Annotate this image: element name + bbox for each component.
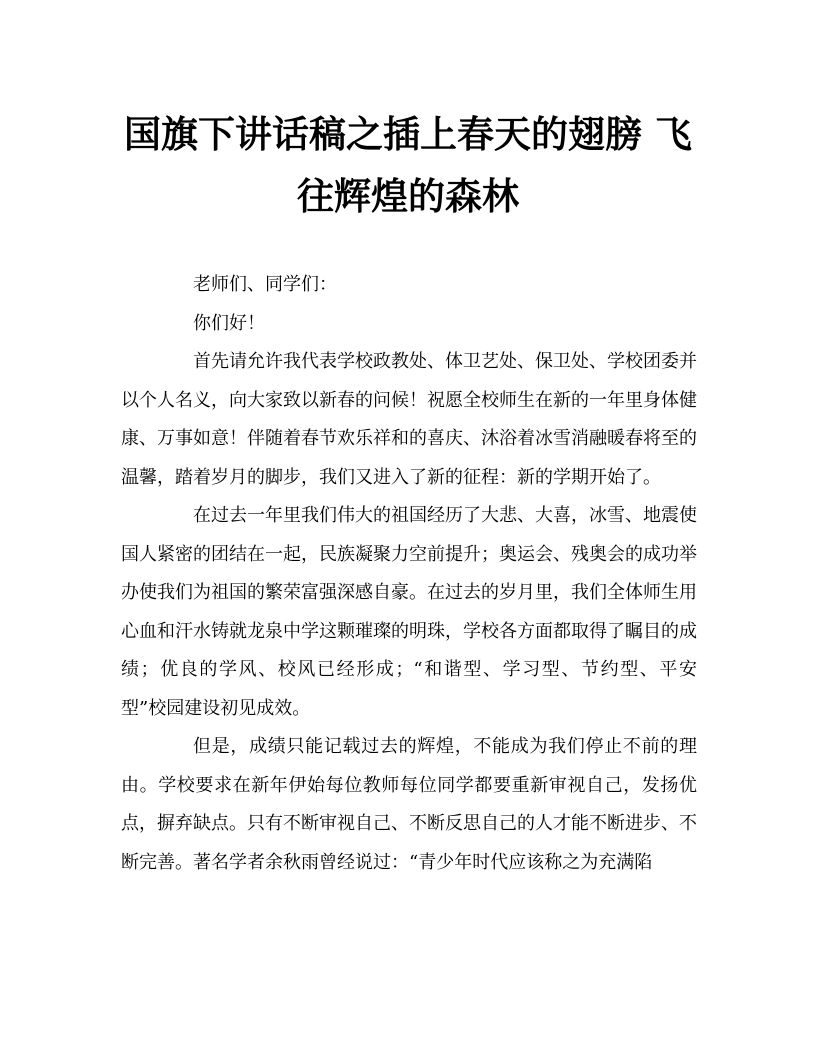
body-paragraph: 在过去一年里我们伟大的祖国经历了大悲、大喜，冰雪、地震使国人紧密的团结在一起，民族凝聚力空前提升；奥运会、残奥会的成功举办使我们为祖国的繁荣富强深感自豪。在过去的岁月里，我们全体师生用心血和汗水铸就龙泉中学这颗璀璨的明珠，学校各方面都取得了瞩目的成绩；优良的学风、校风已经形成；“和谐型、学习型、节约型、平安型”校园建设初见成效。: [121, 505, 697, 719]
body-paragraph: 首先请允许我代表学校政教处、体卫艺处、保卫处、学校团委并以个人名义，向大家致以新春的问候！祝愿全校师生在新的一年里身体健康、万事如意！伴随着春节欢乐祥和的喜庆、沐浴着冰雪消融暖春将至的温馨，踏着岁月的脚步，我们又进入了新的征程：新的学期开始了。: [121, 351, 697, 488]
document-body: [121, 266, 697, 882]
document-title: 国旗下讲话稿之插上春天的翅膀 飞往辉煌的森林: [124, 112, 692, 218]
salutation-paragraph: 老师们、同学们：: [193, 274, 337, 295]
greeting-paragraph: 你们好！: [193, 312, 265, 334]
body-paragraph: 但是，成绩只能记载过去的辉煌，不能成为我们停止不前的理由。学校要求在新年伊始每位教师每位同学都要重新审视自己，发扬优点，摒弃缺点。只有不断审视自己、不断反思自己的人才能不断进步、不断完善。著名学者余秋雨曾经说过：“青少年时代应该称之为充满陷: [121, 736, 697, 873]
